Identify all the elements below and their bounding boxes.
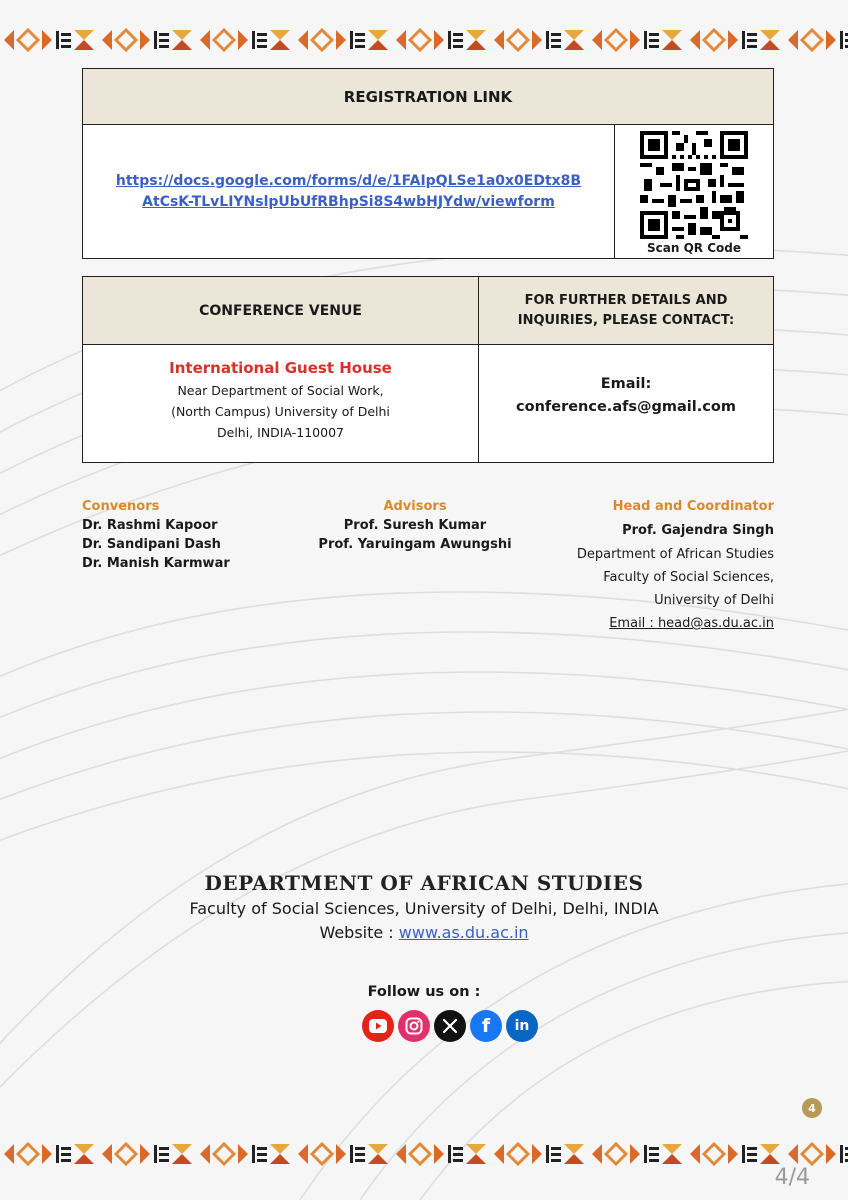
convenors-title: Convenors: [82, 499, 160, 514]
contact-heading-line1: FOR FURTHER DETAILS AND: [524, 292, 728, 308]
contact-details: [479, 345, 773, 462]
head-department: Department of African Studies: [576, 547, 774, 562]
qr-caption: Scan QR Code: [647, 241, 741, 255]
convenor-name: Dr. Manish Karmwar: [82, 556, 230, 571]
registration-link-line1: https://docs.google.com/forms/d/e/1FAIpQLSe1a0x0EDtx8B: [115, 172, 582, 189]
registration-link-line2: AtCsK-TLvLIYNslpUbUfRBhpSi8S4wbHJYdw/viewform: [142, 193, 555, 210]
registration-table: [82, 68, 774, 259]
venue-address-line3: Delhi, INDIA-110007: [217, 425, 344, 440]
venue-name: International Guest House: [169, 359, 392, 377]
venue-heading: CONFERENCE VENUE: [83, 277, 479, 344]
instagram-icon[interactable]: [398, 1010, 430, 1042]
linkedin-icon[interactable]: in: [506, 1010, 538, 1042]
page-number-badge: 4: [802, 1098, 822, 1118]
department-subtitle: Faculty of Social Sciences, University of Delhi, Delhi, INDIA: [189, 899, 659, 918]
venue-address-line2: (North Campus) University of Delhi: [171, 404, 390, 419]
social-icons: [362, 1010, 538, 1042]
advisor-name: Prof. Yaruingam Awungshi: [318, 537, 512, 552]
contact-email[interactable]: conference.afs@gmail.com: [516, 399, 736, 415]
registration-heading: REGISTRATION LINK: [83, 69, 773, 125]
registration-link[interactable]: [99, 171, 599, 213]
qr-cell: [615, 125, 773, 258]
advisors-title: Advisors: [383, 499, 447, 514]
convenors-block: [82, 498, 230, 573]
head-email-line: [577, 612, 774, 635]
facebook-icon[interactable]: f: [470, 1010, 502, 1042]
page-count: 4/4: [774, 1165, 810, 1190]
head-faculty: Faculty of Social Sciences,: [603, 570, 774, 585]
department-title: DEPARTMENT OF AFRICAN STUDIES: [204, 871, 644, 895]
website-link[interactable]: www.as.du.ac.in: [398, 923, 529, 942]
head-university: University of Delhi: [654, 593, 774, 608]
head-name: Prof. Gajendra Singh: [622, 523, 774, 538]
convenor-name: Dr. Sandipani Dash: [82, 537, 221, 552]
head-email-label: Email :: [609, 616, 658, 631]
head-email[interactable]: head@as.du.ac.in: [657, 616, 774, 631]
head-title: Head and Coordinator: [612, 499, 774, 514]
registration-link-cell: [83, 125, 615, 258]
venue-address-line1: Near Department of Social Work,: [177, 383, 384, 398]
x-icon[interactable]: [434, 1010, 466, 1042]
head-coordinator-block: [577, 498, 774, 635]
youtube-icon[interactable]: [362, 1010, 394, 1042]
venue-details: [83, 345, 479, 462]
contact-heading: [479, 277, 773, 344]
venue-contact-table: [82, 276, 774, 463]
follow-us-label: Follow us on :: [367, 984, 481, 1000]
department-website: [0, 923, 848, 942]
convenor-name: Dr. Rashmi Kapoor: [82, 518, 218, 533]
website-label: Website :: [319, 923, 399, 942]
qr-code: [640, 131, 748, 239]
advisor-name: Prof. Suresh Kumar: [343, 518, 487, 533]
contact-heading-line2: INQUIRIES, PLEASE CONTACT:: [517, 312, 735, 328]
contact-email-label: Email:: [600, 376, 652, 392]
advisors-block: [300, 498, 530, 554]
